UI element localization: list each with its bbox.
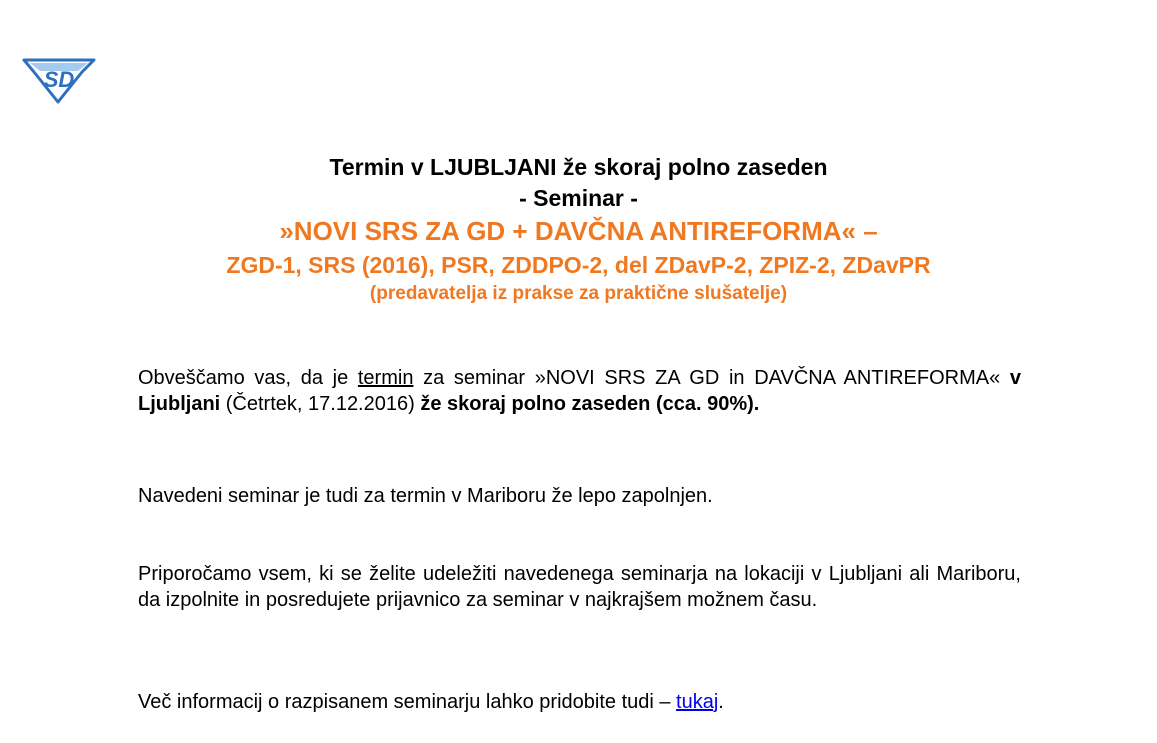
announcement-heading — [0, 152, 1157, 307]
p1-text-1: Obveščamo vas, da je — [138, 367, 358, 389]
heading-subtitle: (predavatelja iz prakse za praktične slušatelje) — [369, 283, 788, 304]
paragraph-more-info — [138, 689, 1021, 715]
sd-logo-icon — [22, 50, 96, 104]
heading-seminar-name: »NOVI SRS ZA GD + DAVČNA ANTIREFORMA« – — [279, 216, 878, 246]
p1-text-3: (Četrtek, 17.12.2016) — [220, 393, 421, 415]
p1-bold-status: že skoraj polno zaseden (cca. 90%). — [420, 393, 760, 415]
p4-end: . — [718, 691, 724, 713]
heading-topics: ZGD-1, SRS (2016), PSR, ZDDPO-2, del ZDavP-2, ZPIZ-2, ZDavPR — [226, 252, 931, 278]
paragraph-recommendation: Priporočamo vsem, ki se želite udeležiti navedenega seminarja na lokaciji v Ljubljani ali Mariboru, da izpolnite in posredujete prijavnico za seminar v najkrajšem možnem času. — [138, 563, 1021, 611]
logo-lettering: SD — [43, 67, 75, 92]
paragraph-notice — [138, 365, 1021, 417]
paragraph-maribor: Navedeni seminar je tudi za termin v Mariboru že lepo zapolnjen. — [138, 485, 713, 507]
tukaj-link[interactable]: tukaj — [676, 691, 719, 713]
heading-seminar-label: - Seminar - — [519, 185, 638, 211]
p1-text-2: za seminar »NOVI SRS ZA GD in DAVČNA ANTIREFORMA« — [413, 367, 1001, 389]
termin-link[interactable]: termin — [357, 367, 414, 389]
p4-text: Več informacij o razpisanem seminarju lahko pridobite tudi – — [138, 691, 677, 713]
p1-bold-location: v Ljubljani — [138, 367, 1021, 415]
heading-title: Termin v LJUBLJANI že skoraj polno zaseden — [329, 154, 828, 180]
